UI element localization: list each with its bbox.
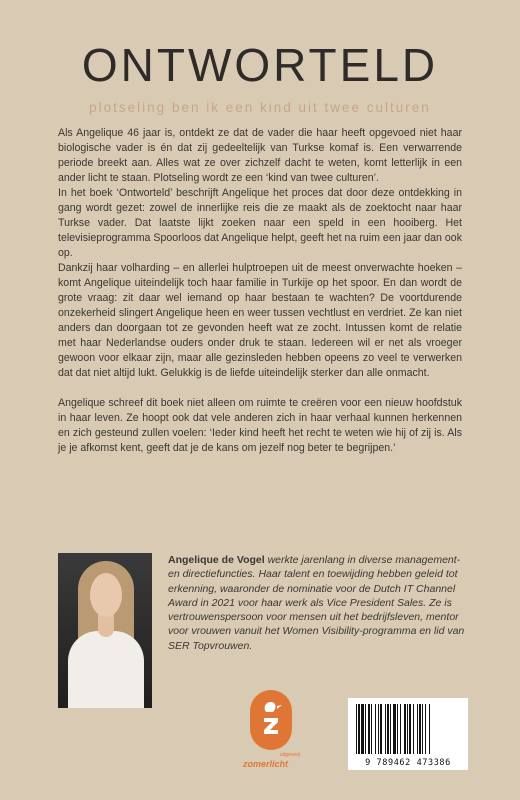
author-name: Angelique de Vogel bbox=[168, 554, 265, 566]
barcode-bar bbox=[387, 704, 389, 754]
barcode-bars bbox=[354, 704, 462, 754]
book-subtitle: plotseling ben ik een kind uit twee culturen bbox=[89, 100, 431, 115]
barcode-bar bbox=[371, 704, 372, 754]
barcode-bar bbox=[422, 704, 423, 754]
author-bio bbox=[168, 553, 468, 653]
barcode-bar bbox=[407, 704, 408, 754]
publisher-logo bbox=[250, 690, 292, 750]
blurb-paragraph: In het boek ‘Ontworteld’ beschrijft Angelique het proces dat door deze ontdekking in gang wordt gezet: zowel de innerlijke reis die ze maakt als de zoektocht naar haar Turkse vader. Dat laatste lijkt zoeken naar een speld in een hooiberg. Het televisieprogramma Spoorloos dat Angelique helpt, geeft het na ruim een jaar dan ook op. bbox=[58, 187, 462, 259]
barcode-bar bbox=[417, 704, 418, 754]
barcode-bar bbox=[393, 704, 396, 754]
barcode-bar bbox=[356, 704, 357, 754]
barcode-bar bbox=[375, 704, 376, 754]
barcode-bar bbox=[397, 704, 398, 754]
publisher-tag: uitgeverij bbox=[280, 752, 301, 758]
portrait-face bbox=[90, 573, 122, 617]
blurb-text bbox=[58, 126, 462, 456]
author-bio-text: werkte jarenlang in diverse management- en directiefuncties. Haar talent en toewijding hebben geleid tot erkenning, waaronder de nominatie voor de Dutch IT Channel Award in 2021 voor haar werk als Vice President Sales. Ze is vertrouwenspersoon voor mensen uit het bedrijfsleven, mentor voor vrouwen vanuit het Women Visibility-programma en lid van SER Topvrouwen. bbox=[168, 554, 465, 652]
barcode-bar bbox=[361, 704, 364, 754]
barcode-bar bbox=[425, 704, 426, 754]
blurb-paragraph: Angelique schreef dit boek niet alleen om ruimte te creëren voor een nieuw hoofdstuk in haar leven. Ze hoopt ook dat vele anderen zich in haar verhaal kunnen herkennen en zich gesteund zullen voelen: ‘Ieder kind heeft het recht te weten wie hij of zij is. Als je je afkomst kent, geeft dat je de kans om jezelf nog beter te begrijpen.’ bbox=[58, 397, 462, 454]
barcode-bar bbox=[358, 704, 360, 754]
barcode-bar bbox=[385, 704, 386, 754]
barcode-bar bbox=[390, 704, 391, 754]
barcode-bar bbox=[419, 704, 421, 754]
bird-logo-icon bbox=[259, 698, 283, 742]
blurb-paragraph: Als Angelique 46 jaar is, ontdekt ze dat de vader die haar heeft opgevoed niet haar biologische vader is én dat zij gedeeltelijk van Turkse komaf is. Een verwarrende periode breekt aan. Alles wat ze over zichzelf dacht te weten, komt letterlijk in een ander licht te staan. Plotseling wordt ze een ‘kind van twee culturen’. bbox=[58, 127, 462, 184]
barcode-bar bbox=[378, 704, 379, 754]
barcode-bar bbox=[368, 704, 370, 754]
book-title: ONTWORTELD bbox=[81, 39, 439, 91]
barcode-bar bbox=[404, 704, 406, 754]
isbn-number: 9 789462 473386 bbox=[365, 758, 451, 768]
barcode-bar bbox=[365, 704, 366, 754]
barcode-bar bbox=[413, 704, 414, 754]
barcode-bar bbox=[380, 704, 382, 754]
barcode-bar bbox=[400, 704, 401, 754]
author-portrait bbox=[58, 553, 152, 708]
barcode-bar bbox=[409, 704, 411, 754]
barcode-bar bbox=[429, 704, 430, 754]
blurb-paragraph: Dankzij haar volharding – en allerlei hulptroepen uit de meest onverwachte hoeken – komt Angelique uiteindelijk toch haar familie in Turkije op het spoor. En dan wordt de grote vraag: zit daar wel iemand op haar bestaan te wachten? De voortdurende onzekerheid slingert Angelique heen en weer tussen vechtlust en verdriet. Ze kan niet anders dan doorgaan tot ze gevonden heeft wat ze zocht. Intussen komt de relatie met haar Nederlandse ouders onder druk te staan. Iedereen wil er net als vroeger gewoon voor elkaar zijn, maar alle gezinsleden hebben opeens zo veel te verwerken dat dat niet altijd lukt. Gelukkig is de liefde uiteindelijk sterker dan alle onmacht. bbox=[58, 262, 462, 379]
portrait-shirt bbox=[68, 631, 144, 708]
publisher-name: zomerlicht bbox=[243, 759, 289, 769]
